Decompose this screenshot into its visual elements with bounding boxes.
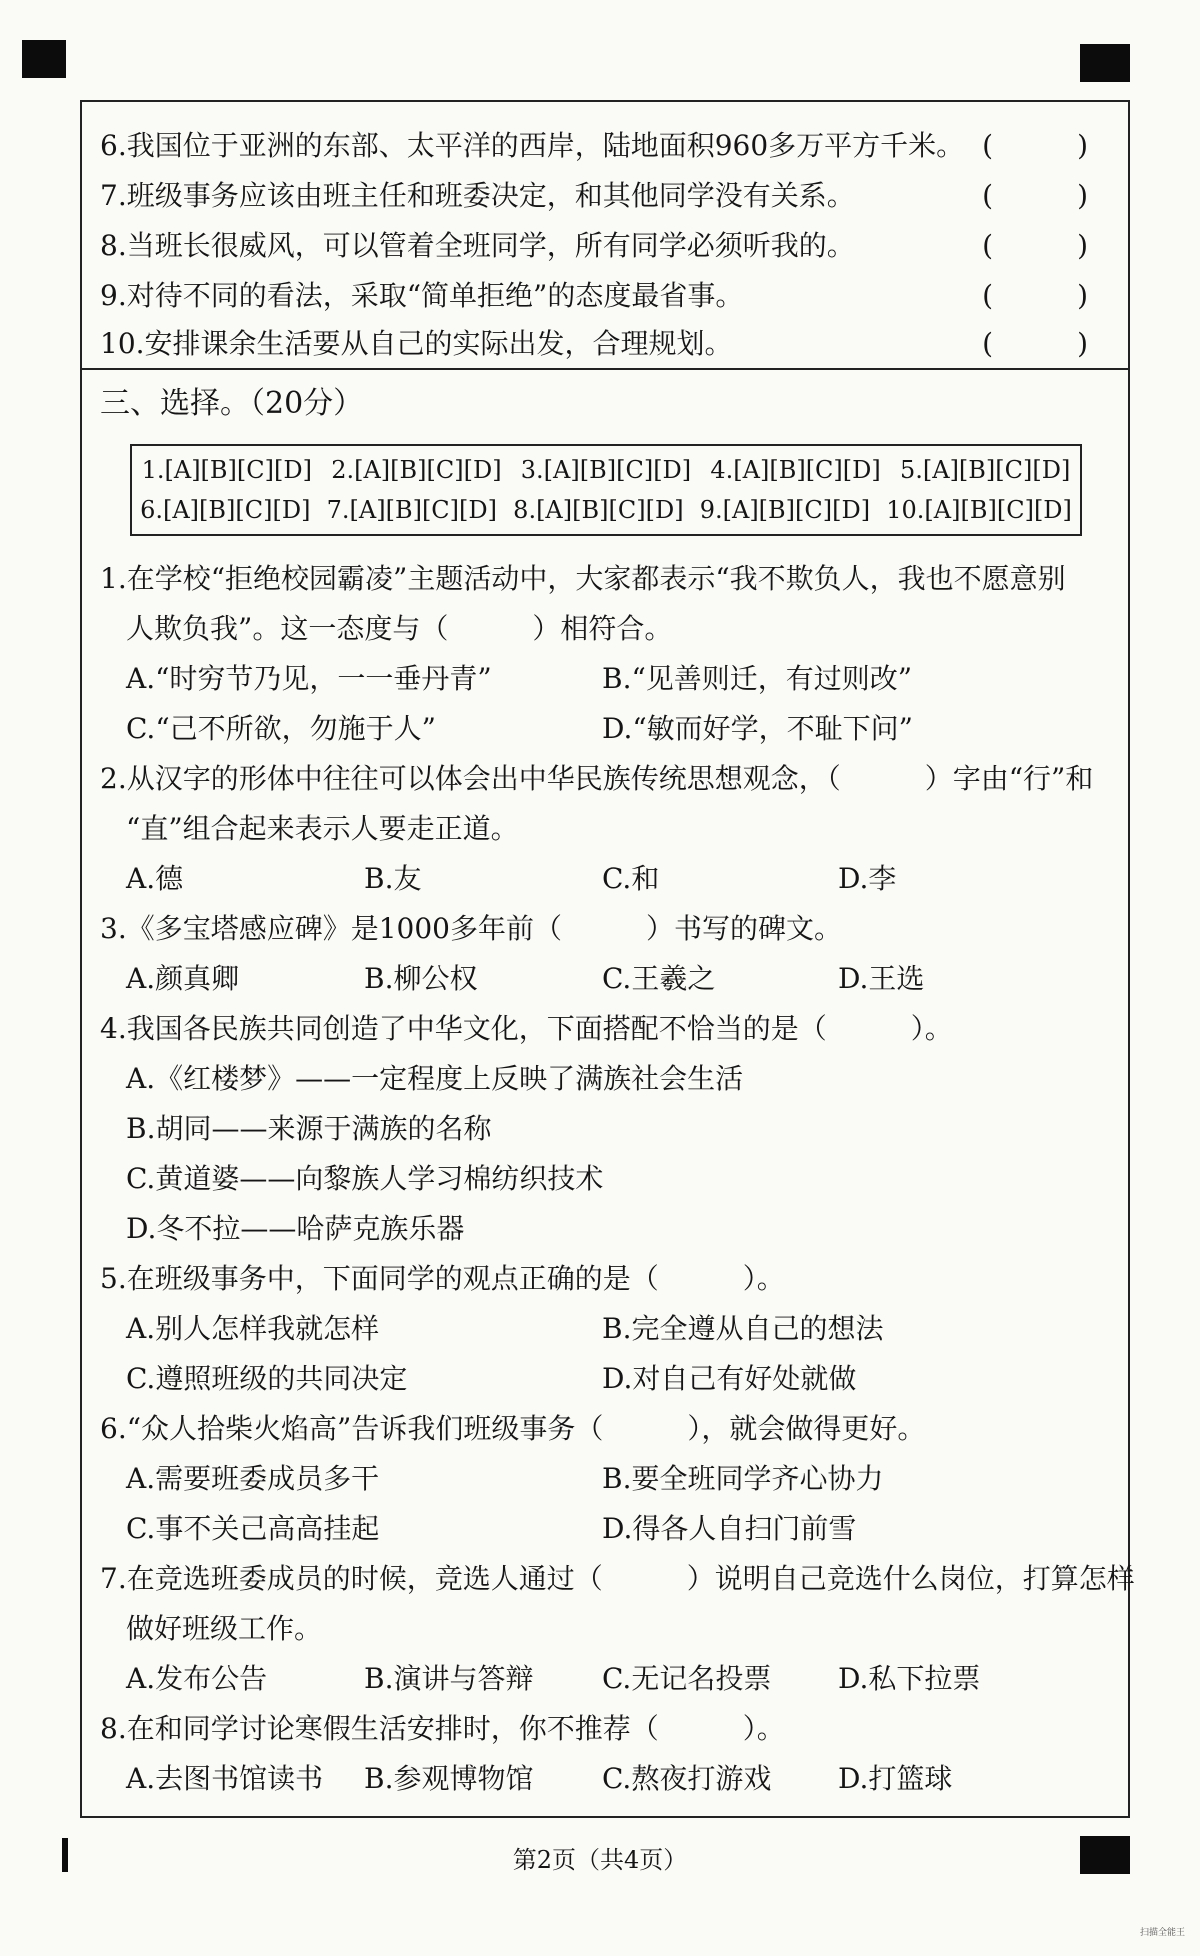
- q4-option-b[interactable]: B.胡同——来源于满族的名称: [126, 1112, 492, 1145]
- q4-option-a[interactable]: A.《红楼梦》——一定程度上反映了满族社会生活: [126, 1062, 744, 1095]
- question-6-stem: 6.“众人拾柴火焰高”告诉我们班级事务（ ），就会做得更好。: [100, 1412, 926, 1445]
- answer-choice-group[interactable]: 8.[A][B][C][D]: [513, 496, 684, 524]
- question-8-stem: 8.在和同学讨论寒假生活安排时，你不推荐（ ）。: [100, 1712, 785, 1745]
- q6-option-a[interactable]: A.需要班委成员多干: [126, 1462, 380, 1495]
- tf-item-text: 6.我国位于亚洲的东部、太平洋的西岸，陆地面积960多万平方千米。: [100, 129, 965, 162]
- q8-option-d[interactable]: D.打篮球: [838, 1762, 953, 1795]
- answer-choice-group[interactable]: 7.[A][B][C][D]: [326, 496, 498, 524]
- tf-item-text: 8.当班长很威风，可以管着全班同学，所有同学必须听我的。: [100, 229, 855, 262]
- question-5-stem: 5.在班级事务中，下面同学的观点正确的是（ ）。: [100, 1262, 785, 1295]
- q6-option-c[interactable]: C.事不关己高高挂起: [126, 1512, 380, 1545]
- registration-mark-top-left: [22, 40, 66, 78]
- q4-option-c[interactable]: C.黄道婆——向黎族人学习棉纺织技术: [126, 1162, 604, 1195]
- scanner-logo: 扫描全能王: [1140, 1928, 1186, 1938]
- exam-frame: [80, 100, 1135, 1818]
- answer-blank[interactable]: ( ): [982, 129, 1088, 162]
- q3-option-a[interactable]: A.颜真卿: [126, 962, 240, 995]
- answer-choice-group[interactable]: 4.[A][B][C][D]: [710, 456, 881, 484]
- q7-option-c[interactable]: C.无记名投票: [602, 1662, 772, 1695]
- q5-option-c[interactable]: C.遵照班级的共同决定: [126, 1362, 408, 1395]
- q1-option-b[interactable]: B.“见善则迁，有过则改”: [602, 662, 913, 695]
- q8-option-c[interactable]: C.熬夜打游戏: [602, 1762, 772, 1795]
- q7-option-b[interactable]: B.演讲与答辩: [364, 1662, 534, 1695]
- q2-option-b[interactable]: B.友: [364, 862, 422, 895]
- answer-choice-group[interactable]: 2.[A][B][C][D]: [331, 456, 502, 484]
- q1-option-a[interactable]: A.“时穷节乃见，一一垂丹青”: [126, 662, 492, 695]
- q2-option-d[interactable]: D.李: [838, 862, 897, 895]
- q5-option-d[interactable]: D.对自己有好处就做: [602, 1362, 857, 1395]
- q5-option-a[interactable]: A.别人怎样我就怎样: [126, 1312, 380, 1345]
- q1-option-c[interactable]: C.“己不所欲，勿施于人”: [126, 712, 436, 745]
- q7-option-a[interactable]: A.发布公告: [126, 1662, 268, 1695]
- answer-choice-group[interactable]: 5.[A][B][C][D]: [899, 456, 1071, 484]
- tf-item-9: [100, 276, 1110, 316]
- stem-text: 做好班级工作。: [126, 1612, 323, 1645]
- q3-option-b[interactable]: B.柳公权: [364, 962, 478, 995]
- tf-item-text: 9.对待不同的看法，采取“简单拒绝”的态度最省事。: [100, 279, 744, 312]
- question-1-stem-cont: [100, 604, 1110, 654]
- answer-blank[interactable]: ( ): [982, 179, 1088, 212]
- question-3-stem: 3.《多宝塔感应碑》是1000多年前（ ）书写的碑文。: [100, 912, 842, 945]
- q8-option-a[interactable]: A.去图书馆读书: [126, 1762, 324, 1795]
- tf-item-6: [100, 126, 1110, 166]
- q2-option-a[interactable]: A.德: [126, 862, 184, 895]
- answer-choice-group[interactable]: 9.[A][B][C][D]: [699, 496, 871, 524]
- tf-item-text: 7.班级事务应该由班主任和班委决定，和其他同学没有关系。: [100, 179, 855, 212]
- q1-option-d[interactable]: D.“敏而好学，不耻下问”: [602, 712, 913, 745]
- page-number: 第2页（共4页）: [512, 1846, 688, 1874]
- q7-option-d[interactable]: D.私下拉票: [838, 1662, 981, 1695]
- question-7-stem-cont: [100, 1604, 1110, 1654]
- answer-choice-group[interactable]: 3.[A][B][C][D]: [520, 456, 692, 484]
- tf-item-10: [100, 324, 1110, 364]
- registration-mark-top-right: [1080, 44, 1130, 82]
- q6-option-b[interactable]: B.要全班同学齐心协力: [602, 1462, 884, 1495]
- tf-item-7: [100, 176, 1110, 216]
- answer-sheet-row: [132, 490, 1080, 530]
- q6-option-d[interactable]: D.得各人自扫门前雪: [602, 1512, 857, 1545]
- section-title: 三、选择。（20分）: [100, 386, 364, 421]
- question-7-stem: 7.在竞选班委成员的时候，竞选人通过（ ）说明自己竞选什么岗位，打算怎样: [100, 1562, 1135, 1595]
- question-2-stem-cont: [100, 804, 1110, 854]
- answer-choice-group[interactable]: 1.[A][B][C][D]: [141, 456, 312, 484]
- question-1-stem: 1.在学校“拒绝校园霸凌”主题活动中，大家都表示“我不欺负人，我也不愿意别: [100, 562, 1066, 595]
- true-false-section: [82, 102, 1128, 370]
- answer-blank[interactable]: ( ): [982, 279, 1088, 312]
- answer-blank[interactable]: ( ): [982, 327, 1088, 360]
- question-4-stem: 4.我国各民族共同创造了中华文化，下面搭配不恰当的是（ ）。: [100, 1012, 953, 1045]
- q3-option-d[interactable]: D.王选: [838, 962, 925, 995]
- tf-item-text: 10.安排课余生活要从自己的实际出发，合理规划。: [100, 327, 733, 360]
- q4-option-d[interactable]: D.冬不拉——哈萨克族乐器: [126, 1212, 465, 1245]
- q8-option-b[interactable]: B.参观博物馆: [364, 1762, 534, 1795]
- q3-option-c[interactable]: C.王羲之: [602, 962, 716, 995]
- answer-sheet-row: [132, 450, 1080, 490]
- question-2-stem: 2.从汉字的形体中往往可以体会出中华民族传统思想观念，（ ）字由“行”和: [100, 762, 1094, 795]
- q2-option-c[interactable]: C.和: [602, 862, 660, 895]
- q5-option-b[interactable]: B.完全遵从自己的想法: [602, 1312, 884, 1345]
- answer-sheet: [130, 444, 1082, 536]
- answer-choice-group[interactable]: 10.[A][B][C][D]: [886, 496, 1072, 524]
- tf-item-8: [100, 226, 1110, 266]
- answer-choice-group[interactable]: 6.[A][B][C][D]: [140, 496, 311, 524]
- answer-blank[interactable]: ( ): [982, 229, 1088, 262]
- stem-text: “直”组合起来表示人要走正道。: [126, 812, 519, 845]
- stem-text: 人欺负我”。这一态度与（ ）相符合。: [126, 612, 673, 645]
